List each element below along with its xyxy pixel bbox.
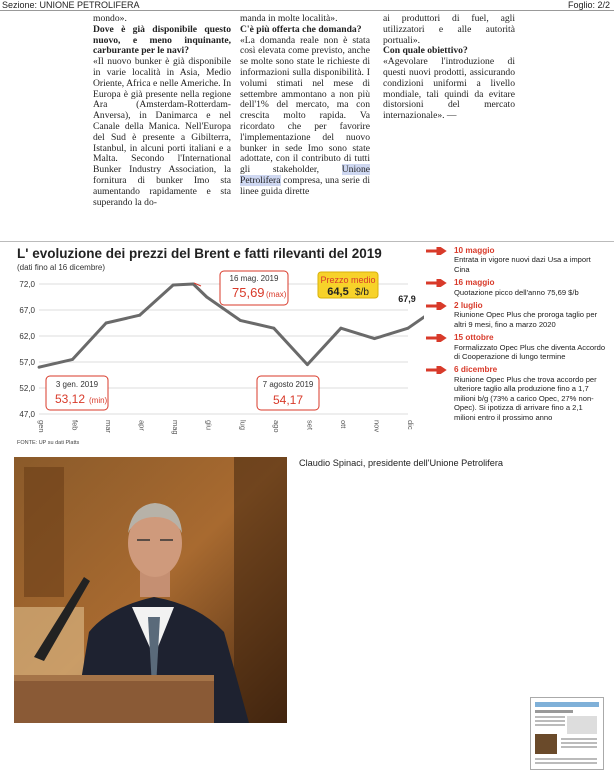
data-point xyxy=(105,322,108,325)
data-point xyxy=(172,284,175,287)
event-date: 6 dicembre xyxy=(454,365,498,375)
annotation-aug-value: 54,17 xyxy=(272,393,304,407)
data-point xyxy=(340,327,343,330)
annotation-max-date: 16 mag. 2019 xyxy=(229,274,279,283)
x-tick-label: mar xyxy=(104,420,114,433)
data-point xyxy=(407,327,410,330)
average-badge xyxy=(318,272,378,298)
chart-subtitle: (dati fino al 16 dicembre) xyxy=(17,263,106,272)
col3-lead: ai produttori di fuel, agli utilizzatori e alle autorità portuali». xyxy=(383,13,515,46)
photo-caption: Claudio Spinaci, presidente dell'Unione Petrolifera xyxy=(299,458,504,468)
data-point xyxy=(306,363,309,366)
x-axis-ticks xyxy=(37,420,415,435)
annotation-max xyxy=(194,271,288,305)
answer-3: «Agevolare l'introduzione di questi nuovi prodotti, assicurando condizioni uniformi a livello mondiale, tali quindi da evitare distorsioni del mercato internazionale». — xyxy=(383,56,515,122)
chart-source: FONTE: UP su dati Platts xyxy=(17,440,80,446)
y-tick-label: 57,0 xyxy=(19,358,35,367)
arrow-icon xyxy=(426,302,448,310)
header-rule xyxy=(0,10,614,11)
speaker-photo xyxy=(14,457,287,723)
col1-lead: mondo». xyxy=(93,13,127,24)
article-column-3 xyxy=(383,14,515,122)
x-tick-label: mag xyxy=(171,420,181,435)
x-tick-label: ott xyxy=(338,420,348,429)
brent-price-chart xyxy=(0,270,424,450)
answer-1: «Il nuovo bunker è già disponibile in varie località in Asia, Medio Oriente, Africa e nelle Americhe. In Europa è già presente nella regione Ara (Amsterdam-Rotterdam-Anversa), in Danimarca e nel Canale della Manica. Nell'Europa del Sud è presente a Gibilterra, Istanbul, in alcuni porti italiani e a Malta. Secondo l'International Bunker Industry Association, la fornitura di bunker Imo sta aumentando rapidamente e sta superando la do- xyxy=(93,56,231,208)
annotation-min xyxy=(46,376,108,410)
data-point xyxy=(138,314,141,317)
data-point xyxy=(38,366,41,369)
section-label: Sezione: UNIONE PETROLIFERA xyxy=(2,0,140,10)
event-item xyxy=(426,365,606,421)
data-point xyxy=(239,319,242,322)
event-text: Riunione Opec Plus che trova accordo per ulteriore taglio alla produzione fino a 1,7 milioni b/g (73% a carico Opec, 27% non-Opec). Si ipotizza di arrivare fino a 2,1 milioni entro il prossimo anno xyxy=(454,374,597,422)
annotation-aug-date: 7 agosto 2019 xyxy=(262,380,314,389)
x-tick-label: feb xyxy=(70,420,80,431)
data-point xyxy=(205,296,208,299)
y-axis-ticks xyxy=(19,280,35,419)
x-tick-label: lug xyxy=(238,420,248,431)
arrow-icon xyxy=(426,279,448,287)
highlighted-term: Unione Petrolifera xyxy=(240,164,370,186)
annotation-min-date: 3 gen. 2019 xyxy=(55,380,99,389)
arrow-icon xyxy=(426,366,448,374)
average-value: 64,5 xyxy=(327,286,349,298)
annotation-aug xyxy=(257,376,319,410)
event-date: 10 maggio xyxy=(454,246,495,255)
question-3: Con quale obiettivo? xyxy=(383,45,468,57)
article-column-1 xyxy=(93,14,231,208)
annotation-max-note: (max) xyxy=(266,290,287,299)
event-item xyxy=(426,278,606,297)
page-number: Foglio: 2/2 xyxy=(567,0,610,10)
col2-lead: manda in molte località». xyxy=(240,13,338,24)
event-item xyxy=(426,333,606,361)
x-tick-label: giu xyxy=(204,420,214,431)
article-column-2 xyxy=(240,14,370,198)
question-2: C'è più offerta che domanda? xyxy=(240,23,362,35)
event-text: Entrata in vigore nuovi dazi Usa a import Cina xyxy=(454,255,591,274)
event-text: Quotazione picco dell'anno 75,69 $/b xyxy=(454,287,579,297)
events-list xyxy=(426,246,606,426)
average-unit: $/b xyxy=(355,287,369,298)
data-point xyxy=(272,327,275,330)
x-tick-label: gen xyxy=(37,420,46,433)
arrow-icon xyxy=(426,247,448,255)
page-thumbnail[interactable] xyxy=(530,697,604,770)
x-tick-label: nov xyxy=(372,420,382,433)
answer-2-pre: «La domanda reale non è stata così elevata come previsto, anche se molte sono state le richieste di informazioni sulla disponibilità. I volumi stimati nel mese di settembre ammontano a non più dell'1% del mercato, ma con crescita molto rapida. Va ricordato che per favorire l'implementazione del nuovo bunker in sede Imo sono state adottate, con il contributo di tutti gli stakeholder, xyxy=(240,34,370,176)
event-date: 15 ottobre xyxy=(454,333,494,343)
y-tick-label: 47,0 xyxy=(19,410,35,419)
y-tick-label: 52,0 xyxy=(19,384,35,393)
arrow-icon xyxy=(426,334,448,342)
speaker-portrait-image xyxy=(14,457,287,723)
event-item xyxy=(426,301,606,329)
answer-2-post: compresa, una serie di linee guida dirette xyxy=(240,174,370,197)
x-tick-label: ago xyxy=(271,420,281,433)
chart-title: L' evoluzione dei prezzi del Brent e fatti rilevanti del 2019 xyxy=(17,246,382,261)
event-date: 2 luglio xyxy=(454,301,483,311)
x-tick-label: dic xyxy=(406,420,415,430)
page-header xyxy=(0,0,614,10)
page-thumbnail-image xyxy=(531,698,603,769)
annotation-max-value: 75,69 xyxy=(232,285,265,300)
x-tick-label: set xyxy=(305,420,315,431)
event-item xyxy=(426,246,606,274)
data-point xyxy=(71,358,74,361)
last-value-label: 67,9 xyxy=(398,294,416,304)
event-date: 16 maggio xyxy=(454,278,495,288)
y-tick-label: 62,0 xyxy=(19,332,35,341)
annotation-min-value: 53,12 xyxy=(55,392,86,406)
data-point xyxy=(373,337,376,340)
answer-2 xyxy=(240,36,370,198)
event-text: Formalizzato Opec Plus che diventa Accordo di Cooperazione di lungo termine xyxy=(454,342,606,362)
y-tick-label: 72,0 xyxy=(19,280,35,289)
x-tick-label: apr xyxy=(137,420,147,431)
annotation-min-note: (min) xyxy=(89,396,108,405)
question-1: Dove è già disponibile questo nuovo, e meno inquinante, carburante per le navi? xyxy=(93,23,231,57)
section-divider xyxy=(0,241,614,242)
y-tick-label: 67,0 xyxy=(19,306,35,315)
event-text: Riunione Opec Plus che proroga taglio per altri 9 mesi, fino a marzo 2020 xyxy=(454,310,598,329)
average-label: Prezzo medio xyxy=(320,275,376,285)
